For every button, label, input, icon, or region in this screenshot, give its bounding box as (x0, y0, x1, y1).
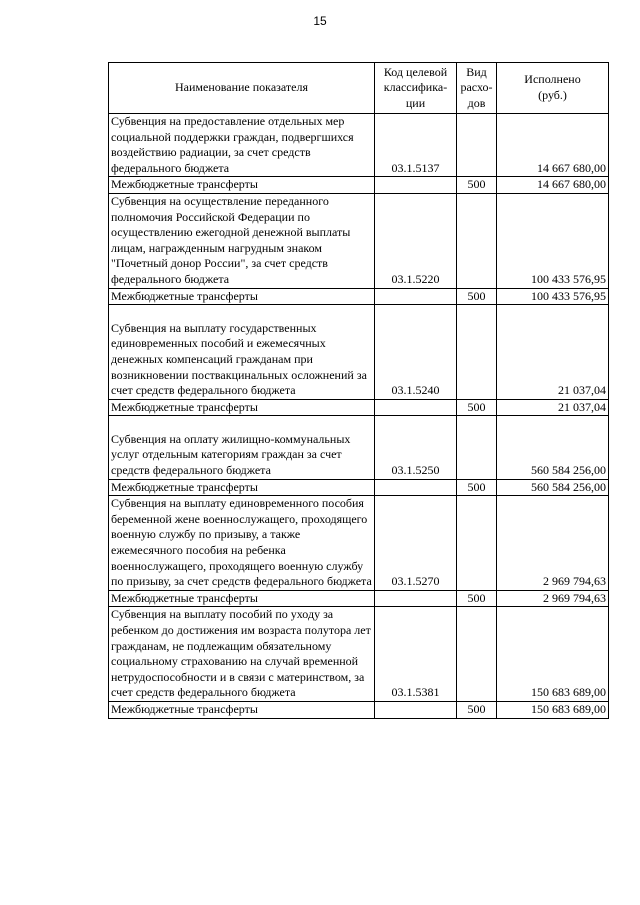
table-row (109, 479, 609, 496)
table-header-row (109, 63, 609, 114)
row-code: 03.1.5240 (375, 305, 457, 400)
table-row (109, 590, 609, 607)
row-code: 03.1.5270 (375, 496, 457, 591)
row-kind (457, 193, 497, 288)
row-kind (457, 416, 497, 479)
row-kind (457, 114, 497, 177)
page-number: 15 (313, 14, 327, 28)
table-row (109, 416, 609, 479)
table-row (109, 607, 609, 702)
row-name: Межбюджетные трансферты (109, 399, 375, 416)
row-name: Межбюджетные трансферты (109, 479, 375, 496)
row-code: 03.1.5220 (375, 193, 457, 288)
row-kind: 500 (457, 288, 497, 305)
row-kind: 500 (457, 590, 497, 607)
row-name: Межбюджетные трансферты (109, 590, 375, 607)
row-code (375, 479, 457, 496)
row-code (375, 288, 457, 305)
row-code: 03.1.5137 (375, 114, 457, 177)
row-executed: 560 584 256,00 (497, 416, 609, 479)
table-row (109, 496, 609, 591)
row-executed: 150 683 689,00 (497, 607, 609, 702)
header-target-code (375, 63, 457, 114)
row-name: Субвенция на осуществление переданного полномочия Российской Федерации по осуществлению ежегодной денежной выплаты лицам, награжденным нагрудным знаком "Почетный донор России", за счет средств федерального бюджета (109, 193, 375, 288)
row-kind: 500 (457, 399, 497, 416)
row-name: Субвенция на предоставление отдельных мер социальной поддержки граждан, подвергшихся воздействию радиации, за счет средств федерального бюджета (109, 114, 375, 177)
header-expense-kind (457, 63, 497, 114)
row-executed: 150 683 689,00 (497, 701, 609, 718)
row-executed: 21 037,04 (497, 399, 609, 416)
header-executed-text: Исполнено (руб.) (524, 72, 581, 102)
row-kind: 500 (457, 701, 497, 718)
row-executed: 21 037,04 (497, 305, 609, 400)
table-row (109, 305, 609, 400)
row-code: 03.1.5250 (375, 416, 457, 479)
table-row (109, 193, 609, 288)
header-target-code-text: Код целевой классифика- ции (383, 64, 448, 110)
row-executed: 100 433 576,95 (497, 288, 609, 305)
table-row (109, 114, 609, 177)
table-row (109, 177, 609, 194)
row-kind (457, 607, 497, 702)
row-name: Субвенция на оплату жилищно-коммунальных услуг отдельным категориям граждан за счет средств федерального бюджета (109, 416, 375, 479)
row-executed: 14 667 680,00 (497, 114, 609, 177)
table-row (109, 701, 609, 718)
row-executed: 560 584 256,00 (497, 479, 609, 496)
row-code (375, 399, 457, 416)
table-row (109, 399, 609, 416)
row-executed: 2 969 794,63 (497, 496, 609, 591)
row-code (375, 590, 457, 607)
row-code (375, 701, 457, 718)
row-name: Субвенция на выплату государственных единовременных пособий и ежемесячных денежных компенсаций гражданам при возникновении поствакцинальных осложнений за счет средств федерального бюджета (109, 305, 375, 400)
header-executed (497, 63, 609, 114)
row-executed: 14 667 680,00 (497, 177, 609, 194)
table-row (109, 288, 609, 305)
row-executed: 100 433 576,95 (497, 193, 609, 288)
row-kind (457, 305, 497, 400)
row-name: Субвенция на выплату пособий по уходу за ребенком до достижения им возраста полутора лет гражданам, не подлежащим обязательному социальному страхованию на случай временной нетрудоспособности и в связи с материнством, за счет средств федерального бюджета (109, 607, 375, 702)
header-indicator-name: Наименование показателя (109, 63, 375, 114)
row-name: Межбюджетные трансферты (109, 177, 375, 194)
row-kind (457, 496, 497, 591)
row-executed: 2 969 794,63 (497, 590, 609, 607)
row-kind: 500 (457, 479, 497, 496)
budget-execution-table (108, 62, 609, 719)
row-name: Межбюджетные трансферты (109, 701, 375, 718)
row-kind: 500 (457, 177, 497, 194)
row-name: Субвенция на выплату единовременного пособия беременной жене военнослужащего, проходящего военную службу по призыву, а также ежемесячного пособия на ребенка военнослужащего, проходящего военную службу по призыву, за счет средств федерального бюджета (109, 496, 375, 591)
row-code: 03.1.5381 (375, 607, 457, 702)
row-code (375, 177, 457, 194)
header-expense-kind-text: Вид расхо- дов (460, 64, 493, 110)
row-name: Межбюджетные трансферты (109, 288, 375, 305)
